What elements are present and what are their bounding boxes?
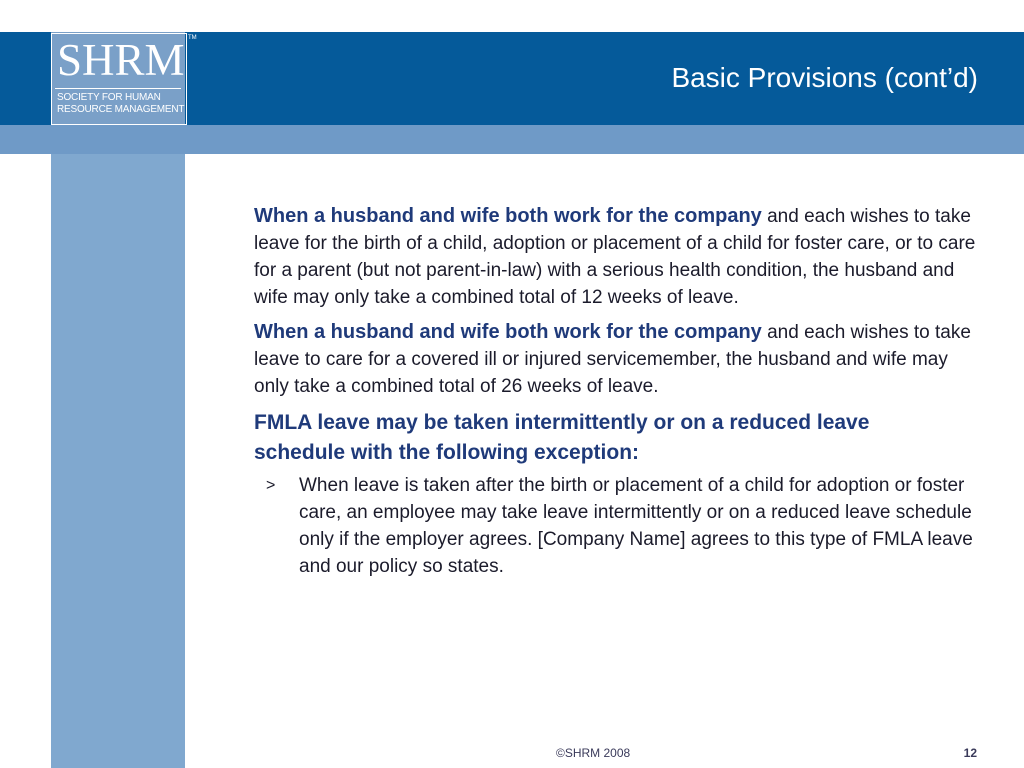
page-number: 12 <box>963 746 977 760</box>
footer-copyright: ©SHRM 2008 <box>556 746 631 760</box>
paragraph-26-weeks <box>254 319 982 400</box>
intermittent-leave-heading: FMLA leave may be taken intermittently or on a reduced leave schedule with the following exception: <box>254 411 870 464</box>
paragraph-lead: When a husband and wife both work for the company <box>254 205 762 227</box>
paragraph-body: and each wishes to take leave for the birth of a child, adoption or placement of a child for foster care, or to care for a parent (but not parent-in-law) with a serious health condition, the husband and wife may only take a combined total of 12 weeks of leave. <box>254 206 976 308</box>
paragraph-12-weeks <box>254 203 982 311</box>
bullet-item <box>254 472 979 580</box>
bullet-marker-icon: > <box>266 477 276 494</box>
logo-letter-h: H <box>82 35 115 85</box>
paragraph-body: and each wishes to take leave to care for a covered ill or injured servicemember, the husband and wife may only take a combined total of 26 weeks of leave. <box>254 322 971 397</box>
logo-letter-m: M <box>144 35 185 85</box>
logo-frame <box>51 33 187 125</box>
top-margin <box>0 0 1024 32</box>
slide-body <box>254 203 982 580</box>
paragraph-lead: When a husband and wife both work for the company <box>254 321 762 343</box>
logo-letter-s: S <box>57 35 83 85</box>
slide-title: Basic Provisions (cont’d) <box>671 62 978 93</box>
trademark-mark: TM <box>188 35 197 41</box>
bullet-text: When leave is taken after the birth or placement of a child for adoption or foster care, an employee may take leave intermittently or on a reduced leave schedule only if the employer agrees. [Company Name] agrees to this type of FMLA leave and our policy so states. <box>299 475 973 577</box>
logo-letter-r: R <box>114 35 145 85</box>
logo-tagline: SOCIETY FOR HUMAN RESOURCE MANAGEMENT <box>57 92 185 115</box>
accent-band <box>0 125 1024 154</box>
